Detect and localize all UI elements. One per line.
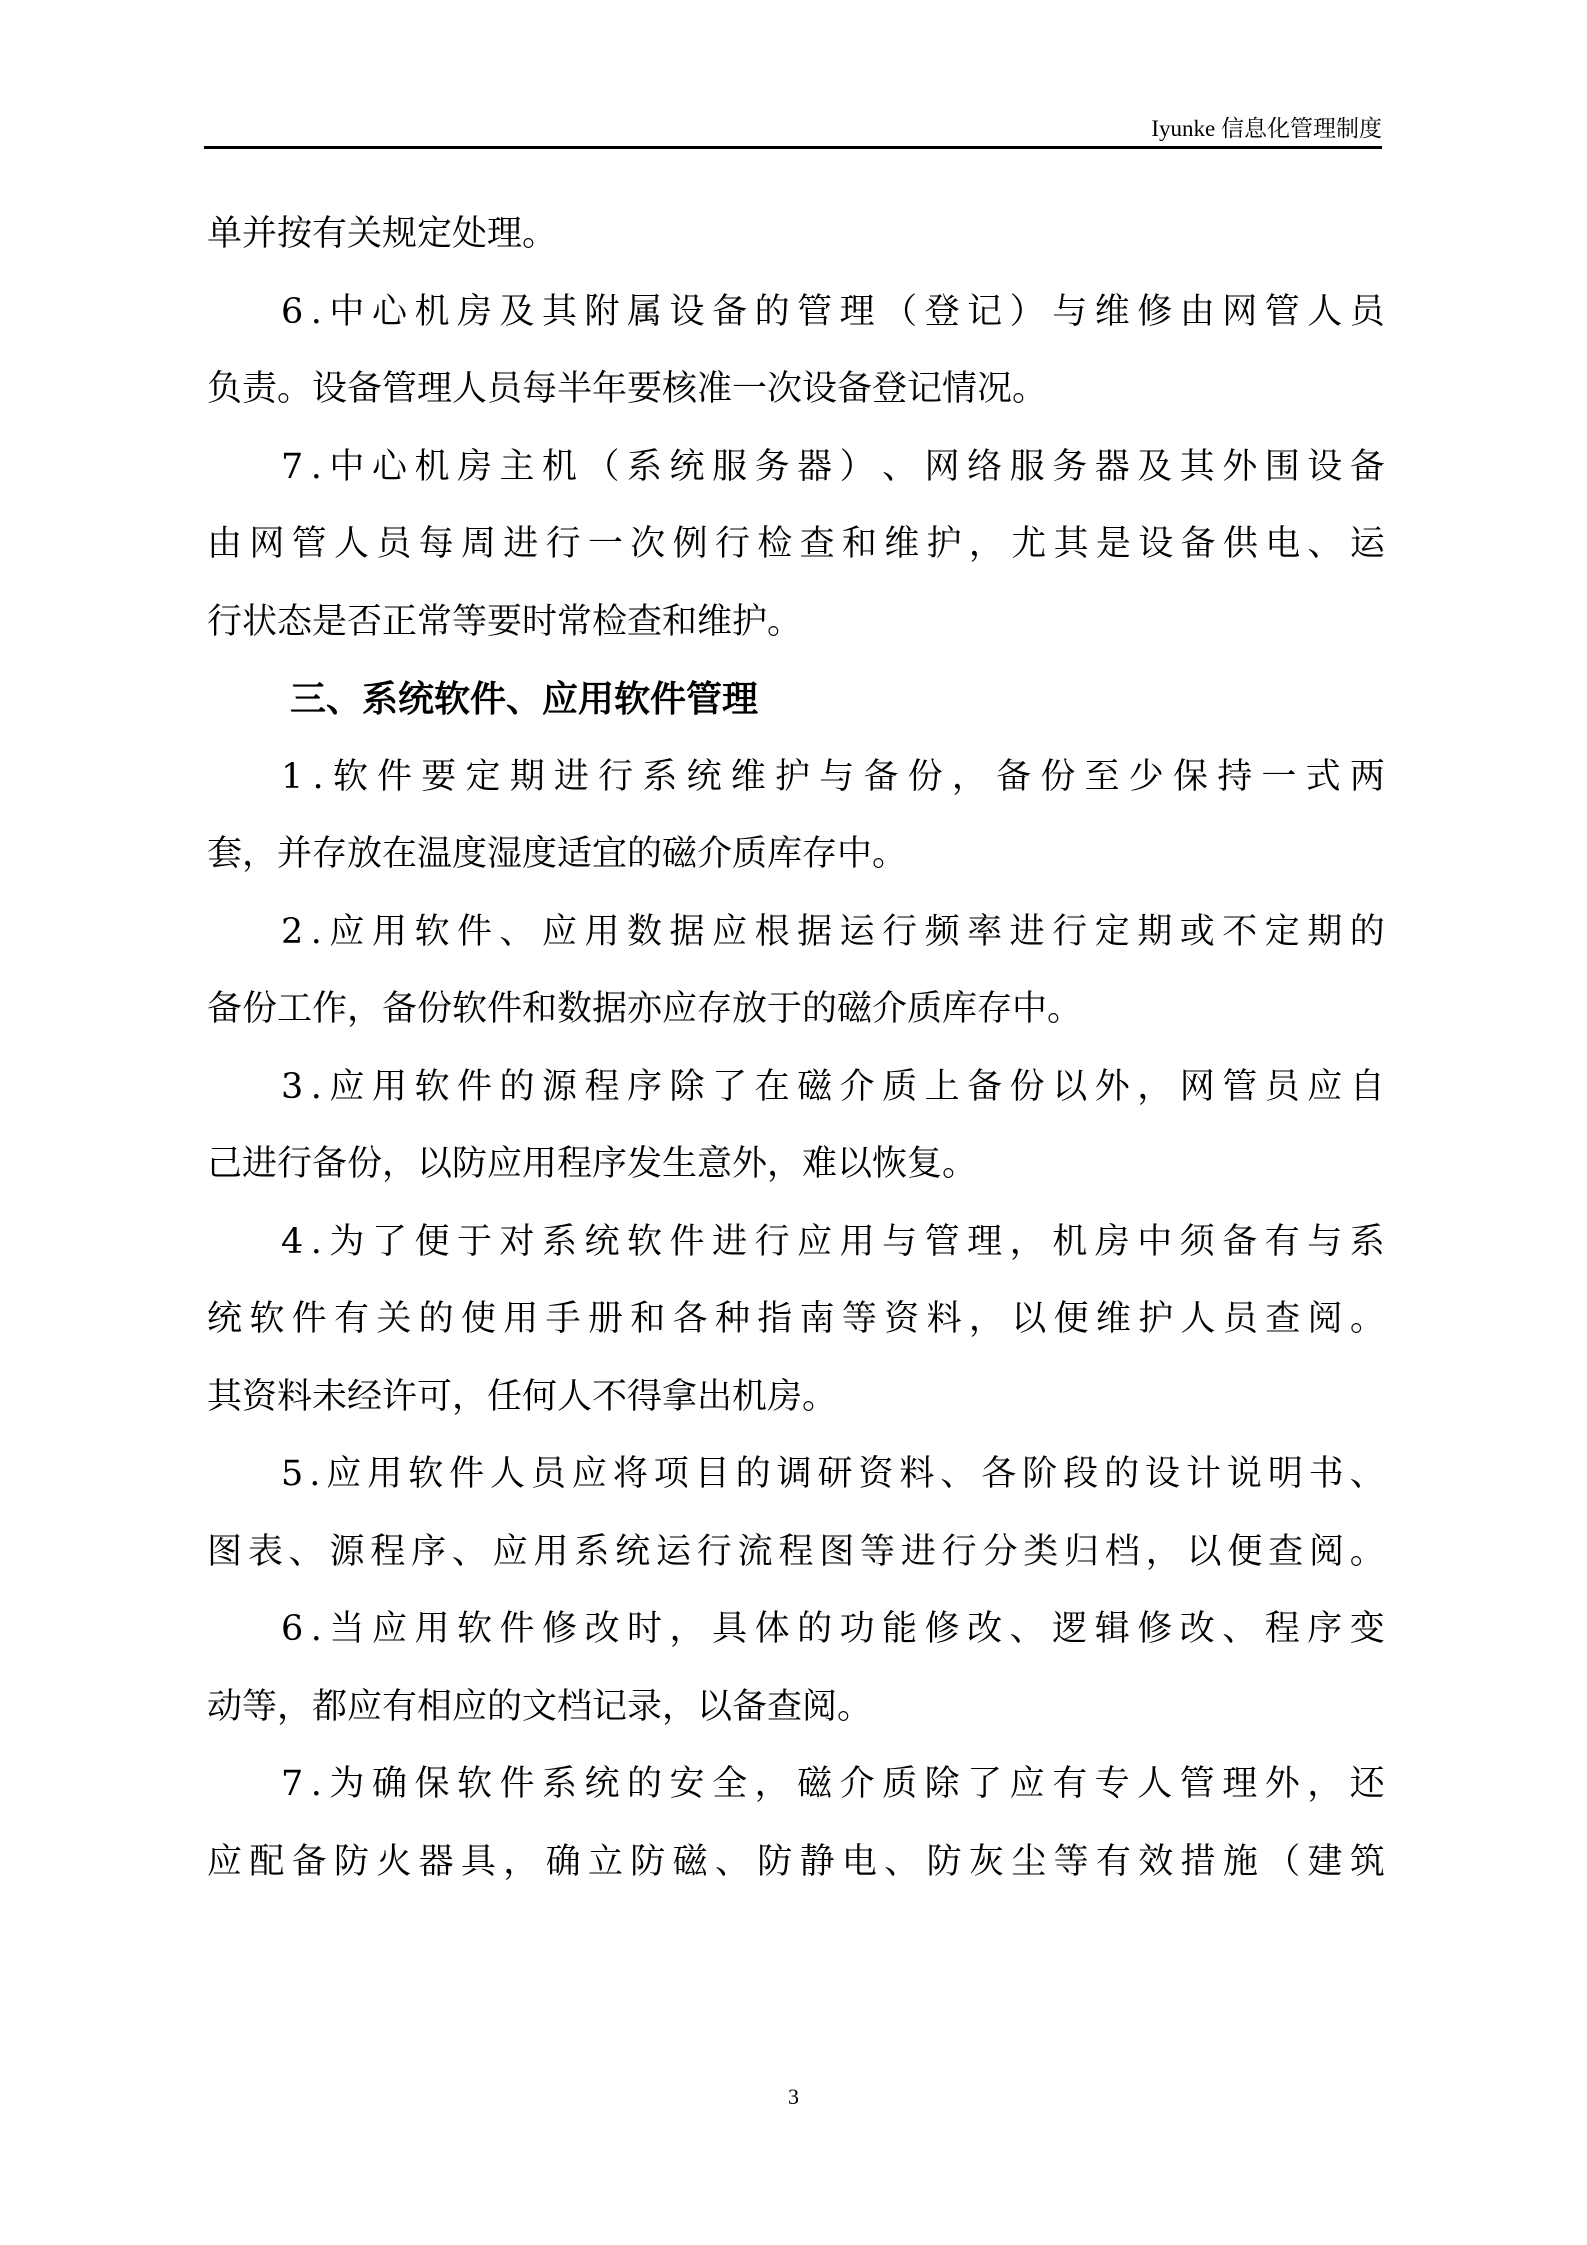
paragraph-line: 己进行备份，以防应用程序发生意外，难以恢复。 bbox=[207, 1144, 978, 1184]
paragraph-line: 6 . 当 应 用 软 件 修 改 时 ， 具 体 的 功 能 修 改 、 逻 辑 修 改 、 程 序 变 bbox=[281, 1609, 1385, 1649]
document-body bbox=[207, 196, 1385, 1901]
paragraph-line: 行状态是否正常等要时常检查和维护。 bbox=[207, 601, 803, 642]
header-divider bbox=[204, 146, 1382, 149]
paragraph-line: 备份工作，备份软件和数据亦应存放于的磁介质库存中。 bbox=[207, 989, 1083, 1029]
paragraph-line: 单并按有关规定处理。 bbox=[207, 214, 558, 254]
paragraph-line: 1 . 软 件 要 定 期 进 行 系 统 维 护 与 备 份 ， 备 份 至 少 保 持 一 式 两 bbox=[281, 756, 1385, 797]
page-number: 3 bbox=[788, 2084, 799, 2109]
paragraph-line: 图 表 、 源 程 序 、 应 用 系 统 运 行 流 程 图 等 进 行 分 类 归 档 ， 以 便 查 阅 。 bbox=[207, 1531, 1385, 1572]
page-header: Iyunke 信息化管理制度 bbox=[1151, 116, 1382, 141]
paragraph-line: 7 . 为 确 保 软 件 系 统 的 安 全 ， 磁 介 质 除 了 应 有 专 人 管 理 外 ， 还 bbox=[281, 1764, 1385, 1804]
paragraph-line: 动等，都应有相应的文档记录，以备查阅。 bbox=[207, 1686, 873, 1727]
section-heading: 三、系统软件、应用软件管理 bbox=[290, 679, 759, 720]
paragraph-line: 套，并存放在温度湿度适宜的磁介质库存中。 bbox=[207, 834, 908, 874]
paragraph-line: 4 . 为 了 便 于 对 系 统 软 件 进 行 应 用 与 管 理 ， 机 房 中 须 备 有 与 系 bbox=[281, 1221, 1385, 1262]
paragraph-line: 统 软 件 有 关 的 使 用 手 册 和 各 种 指 南 等 资 料 ， 以 便 维 护 人 员 查 阅 。 bbox=[207, 1299, 1385, 1339]
paragraph-line: 7 . 中 心 机 房 主 机 （ 系 统 服 务 器 ） 、 网 络 服 务 器 及 其 外 围 设 备 bbox=[281, 446, 1385, 487]
paragraph-line: 5 . 应 用 软 件 人 员 应 将 项 目 的 调 研 资 料 、 各 阶 段 的 设 计 说 明 书 、 bbox=[281, 1454, 1385, 1494]
paragraph-line: 由 网 管 人 员 每 周 进 行 一 次 例 行 检 查 和 维 护 ， 尤 其 是 设 备 供 电 、 运 bbox=[207, 524, 1385, 564]
paragraph-line: 3 . 应 用 软 件 的 源 程 序 除 了 在 磁 介 质 上 备 份 以 外 ， 网 管 员 应 自 bbox=[281, 1066, 1385, 1107]
paragraph-line: 负责。设备管理人员每半年要核准一次设备登记情况。 bbox=[207, 369, 1048, 409]
paragraph-line: 2 . 应 用 软 件 、 应 用 数 据 应 根 据 运 行 频 率 进 行 定 期 或 不 定 期 的 bbox=[281, 911, 1385, 952]
paragraph-line: 应 配 备 防 火 器 具 ， 确 立 防 磁 、 防 静 电 、 防 灰 尘 等 有 效 措 施 （ 建 筑 bbox=[207, 1841, 1385, 1882]
paragraph-line: 6 . 中 心 机 房 及 其 附 属 设 备 的 管 理 （ 登 记 ） 与 维 修 由 网 管 人 员 bbox=[281, 291, 1385, 332]
paragraph-line: 其资料未经许可，任何人不得拿出机房。 bbox=[207, 1376, 838, 1417]
